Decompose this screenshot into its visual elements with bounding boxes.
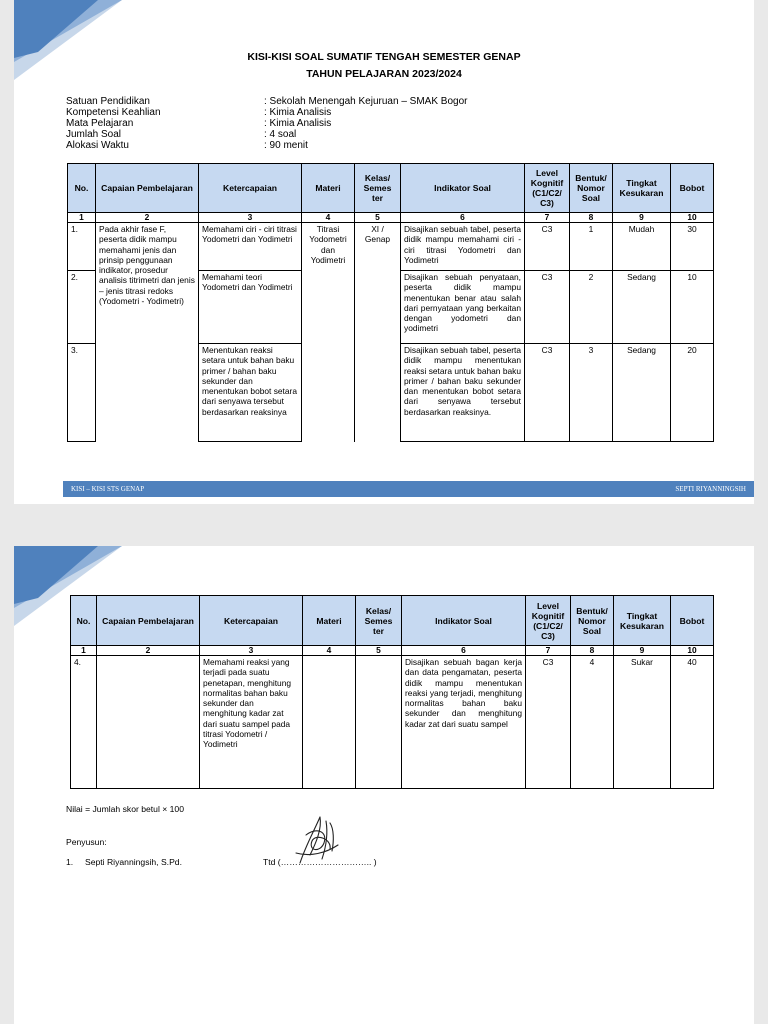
cell-tingkat: Mudah <box>613 223 671 271</box>
cell-indikator: Disajikan sebuah tabel, peserta didik mampu memahami ciri - ciri titrasi Yodometri dan Yodimetri <box>401 223 525 271</box>
col-number: 9 <box>613 213 671 223</box>
doc-title: KISI-KISI SOAL SUMATIF TENGAH SEMESTER GENAP <box>247 51 521 63</box>
cell-materi <box>303 656 356 789</box>
cell-ketercapaian: Memahami teori Yodometri dan Yodimetri <box>199 271 302 344</box>
header-ketercapaian: Ketercapaian <box>200 596 303 646</box>
col-number: 3 <box>200 646 303 656</box>
header-level: Level Kognitif (C1/C2/ C3) <box>526 596 571 646</box>
col-number: 7 <box>526 646 571 656</box>
cell-bobot: 20 <box>671 344 714 442</box>
handwritten-signature <box>276 813 356 873</box>
header-indikator: Indikator Soal <box>402 596 526 646</box>
col-number: 9 <box>614 646 671 656</box>
cell-bentuk: 3 <box>570 344 613 442</box>
cell-tingkat: Sukar <box>614 656 671 789</box>
cell-bobot: 30 <box>671 223 714 271</box>
col-number: 1 <box>71 646 97 656</box>
col-number: 4 <box>303 646 356 656</box>
col-number: 6 <box>402 646 526 656</box>
info-row <box>66 129 467 140</box>
header-bentuk: Bentuk/ Nomor Soal <box>570 164 613 213</box>
table-header-row <box>68 164 714 213</box>
table-header-row <box>71 596 714 646</box>
info-label: Kompetensi Keahlian <box>66 107 161 118</box>
doc-subtitle: TAHUN PELAJARAN 2023/2024 <box>306 68 462 80</box>
footer-right: SEPTI RIYANNINGSIH <box>675 485 746 493</box>
col-number: 4 <box>302 213 355 223</box>
signer-name: Septi Riyanningsih, S.Pd. <box>85 857 182 867</box>
info-label: Mata Pelajaran <box>66 118 134 129</box>
header-tingkat: Tingkat Kesukaran <box>614 596 671 646</box>
col-number: 8 <box>570 213 613 223</box>
cell-bobot: 10 <box>671 271 714 344</box>
nilai-formula: Nilai = Jumlah skor betul × 100 <box>66 804 184 814</box>
penyusun-label: Penyusun: <box>66 837 107 847</box>
header-tingkat: Tingkat Kesukaran <box>613 164 671 213</box>
col-number: 3 <box>199 213 302 223</box>
info-value: : Sekolah Menengah Kejuruan – SMAK Bogor <box>264 96 468 107</box>
cell-bobot: 40 <box>671 656 714 789</box>
cell-level: C3 <box>525 271 570 344</box>
cell-capaian <box>97 656 200 789</box>
cell-ketercapaian: Menentukan reaksi setara untuk bahan baku primer / bahan baku sekunder dan menentukan bobot setara dari senyawa tersebut berdasarkan reaksinya <box>199 344 302 442</box>
info-row <box>66 107 467 118</box>
cell-kelas: XI / Genap <box>355 223 401 442</box>
info-label: Satuan Pendidikan <box>66 96 150 107</box>
signature-line: Ttd (………………………….. ) <box>263 857 377 867</box>
cell-materi: Titrasi Yodometri dan Yodimetri <box>302 223 355 442</box>
cell-ketercapaian: Memahami reaksi yang terjadi pada suatu penetapan, menghitung normalitas bahan baku sekunder dan menghitung kadar zat dari suatu sampel pada titrasi Yodometri / Yodimetri <box>200 656 303 789</box>
cell-ketercapaian: Memahami ciri - ciri titrasi Yodometri dan Yodimetri <box>199 223 302 271</box>
header-kelas: Kelas/ Semes ter <box>356 596 402 646</box>
cell-tingkat: Sedang <box>613 344 671 442</box>
doc-info <box>66 96 467 151</box>
cell-no: 4. <box>71 656 97 789</box>
cell-level: C3 <box>526 656 571 789</box>
footer-left: KISI – KISI STS GENAP <box>71 485 145 493</box>
col-number: 2 <box>97 646 200 656</box>
column-number-row <box>68 213 714 223</box>
info-value: : Kimia Analisis <box>264 118 332 129</box>
header-no: No. <box>71 596 97 646</box>
signer-number: 1. <box>66 857 74 867</box>
col-number: 2 <box>96 213 199 223</box>
info-value: : Kimia Analisis <box>264 107 332 118</box>
column-number-row <box>71 646 714 656</box>
info-label: Jumlah Soal <box>66 129 122 140</box>
header-ketercapaian: Ketercapaian <box>199 164 302 213</box>
cell-indikator: Disajikan sebuah bagan kerja dan data pengamatan, peserta didik mampu menentukan reaksi yang terjadi, menghitung normalitas bahan baku sekunder dan menghitung kadar zat dari suatu sampel <box>402 656 526 789</box>
header-materi: Materi <box>303 596 356 646</box>
col-number: 7 <box>525 213 570 223</box>
table-row <box>71 656 714 789</box>
header-bentuk: Bentuk/ Nomor Soal <box>571 596 614 646</box>
cell-no: 1. <box>68 223 96 271</box>
header-kelas: Kelas/ Semes ter <box>355 164 401 213</box>
cell-kelas <box>356 656 402 789</box>
page-footer <box>63 481 754 497</box>
col-number: 10 <box>671 213 714 223</box>
header-materi: Materi <box>302 164 355 213</box>
cell-bentuk: 2 <box>570 271 613 344</box>
table-row <box>68 223 714 271</box>
header-bobot: Bobot <box>671 596 714 646</box>
cell-level: C3 <box>525 344 570 442</box>
col-number: 5 <box>356 646 402 656</box>
col-number: 6 <box>401 213 525 223</box>
document-page-2 <box>14 546 754 1024</box>
info-value: : 4 soal <box>264 129 297 140</box>
cell-indikator: Disajikan sebuah penyataan, peserta didik mampu menentukan benar atau salah dari pernyataan yang berkaitan dengan yodometri dan yodimetri <box>401 271 525 344</box>
cell-bentuk: 4 <box>571 656 614 789</box>
cell-no: 2. <box>68 271 96 344</box>
info-row <box>66 96 467 107</box>
header-no: No. <box>68 164 96 213</box>
col-number: 8 <box>571 646 614 656</box>
cell-tingkat: Sedang <box>613 271 671 344</box>
cell-bentuk: 1 <box>570 223 613 271</box>
col-number: 10 <box>671 646 714 656</box>
header-bobot: Bobot <box>671 164 714 213</box>
kisi-table-2 <box>70 595 714 789</box>
cell-capaian: Pada akhir fase F, peserta didik mampu memahami jenis dan prinsip penggunaan indikator, prosedur analisis titrimetri dan jenis – jenis titrasi redoks (Yodometri - Yodimetri) <box>96 223 199 442</box>
col-number: 5 <box>355 213 401 223</box>
header-capaian: Capaian Pembelajaran <box>97 596 200 646</box>
info-row <box>66 140 467 151</box>
cell-indikator: Disajikan sebuah tabel, peserta didik mampu menentukan reaksi setara untuk bahan baku primer / bahan baku sekunder dan menentukan bobot setara dari senyawa tersebut berdasarkan reaksinya. <box>401 344 525 442</box>
col-number: 1 <box>68 213 96 223</box>
cell-level: C3 <box>525 223 570 271</box>
info-label: Alokasi Waktu <box>66 140 129 151</box>
header-indikator: Indikator Soal <box>401 164 525 213</box>
header-capaian: Capaian Pembelajaran <box>96 164 199 213</box>
document-page-1 <box>14 0 754 504</box>
kisi-table-1 <box>67 163 714 442</box>
header-level: Level Kognitif (C1/C2/ C3) <box>525 164 570 213</box>
cell-no: 3. <box>68 344 96 442</box>
info-row <box>66 118 467 129</box>
info-value: : 90 menit <box>264 140 308 151</box>
